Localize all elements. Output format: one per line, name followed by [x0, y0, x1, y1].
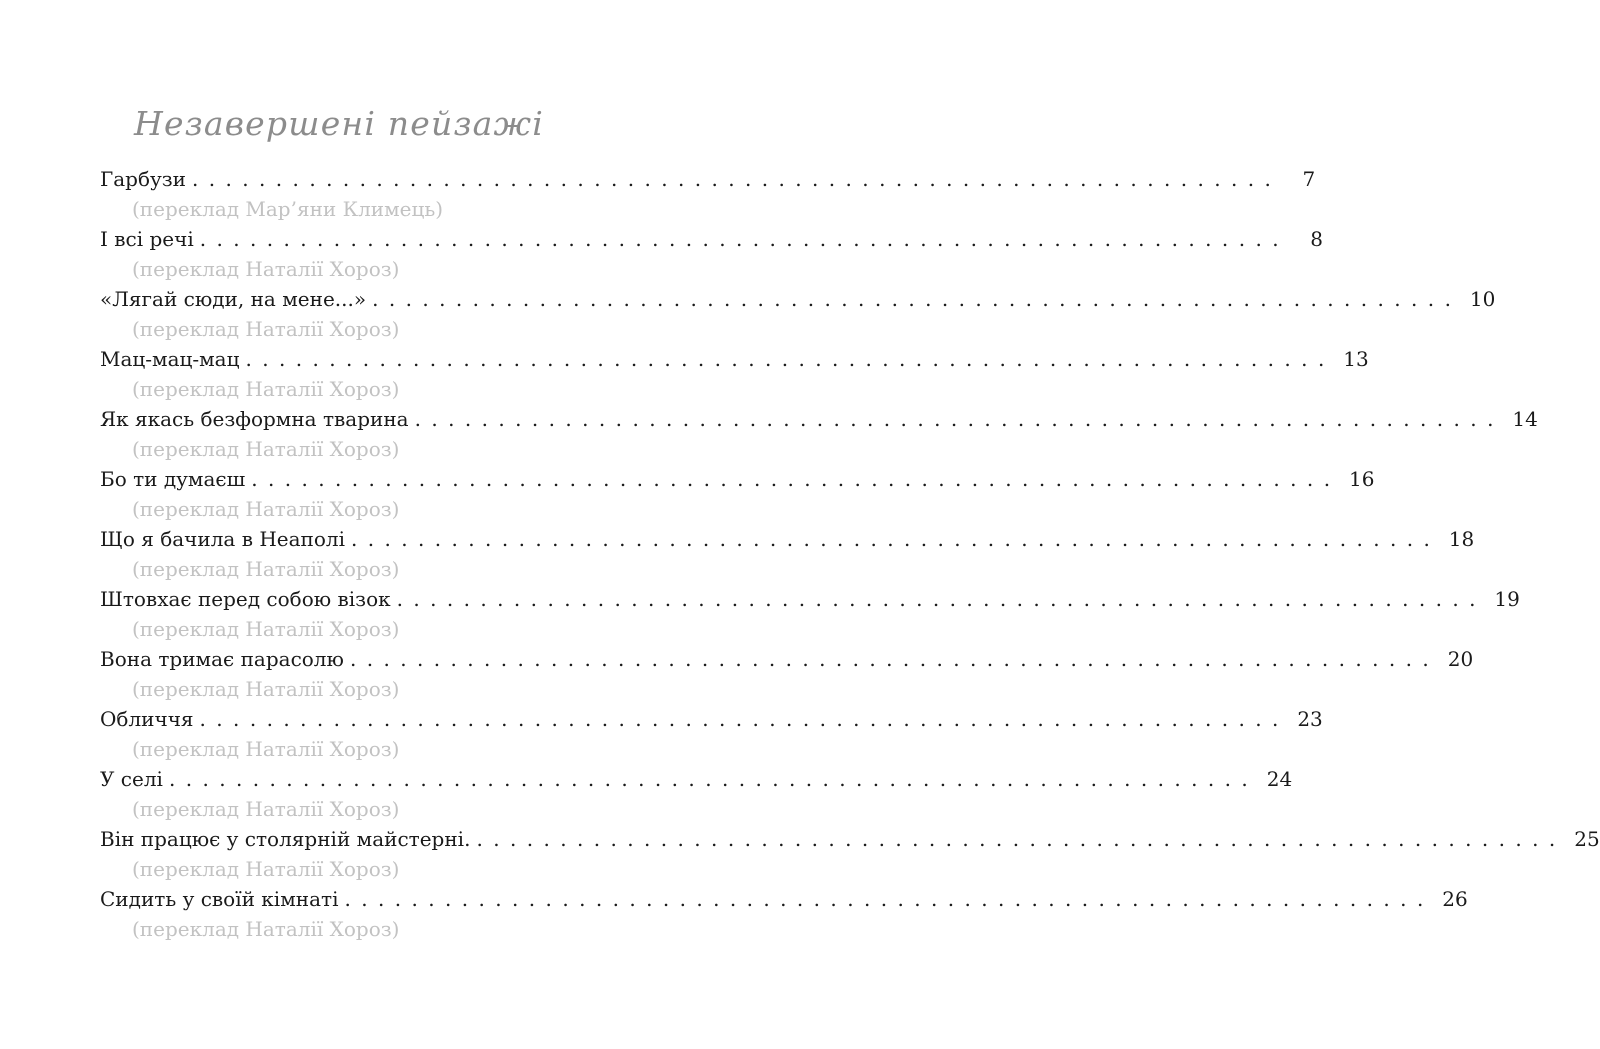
toc-translator-credit: (переклад Наталії Хороз) [132, 677, 400, 701]
toc-line [100, 284, 1496, 314]
toc-entry [100, 584, 1520, 644]
toc-page-number: 23 [1297, 707, 1323, 731]
toc-entry-title: Сидить у своїй кімнаті [100, 884, 344, 914]
toc-line [100, 524, 1475, 554]
toc-page-number: 20 [1447, 647, 1474, 671]
dot-leader: ................................................................. [372, 287, 1462, 311]
toc-translator-credit: (переклад Наталії Хороз) [132, 797, 400, 821]
toc-entry-title: Бо ти думаєш [100, 464, 251, 494]
toc-translator-credit: (переклад Наталії Хороз) [132, 437, 400, 461]
toc-page-number: 25 [1574, 827, 1600, 851]
toc-page-number: 13 [1343, 347, 1369, 371]
toc-translator-credit: (переклад Наталії Хороз) [132, 557, 400, 581]
toc-page-number: 8 [1310, 227, 1323, 251]
toc-entry-title: І всі речі [100, 224, 200, 254]
toc-line [100, 224, 1323, 254]
toc-entry [100, 644, 1474, 704]
dot-leader: ................................................................. [476, 827, 1566, 851]
toc-page-number: 16 [1349, 467, 1375, 491]
toc-line [100, 884, 1468, 914]
toc-line [100, 704, 1323, 734]
toc-line [100, 764, 1293, 794]
toc-line [100, 404, 1538, 434]
toc-entry-title: Він працює у столярній майстерні. [100, 824, 476, 854]
toc-entry-title: Що я бачила в Неаполі [100, 524, 351, 554]
toc-translator-credit: (переклад Наталії Хороз) [132, 917, 400, 941]
table-of-contents [100, 164, 1600, 944]
toc-line [100, 164, 1316, 194]
toc-entry [100, 764, 1293, 824]
toc-page-number: 19 [1494, 587, 1520, 611]
toc-entry [100, 524, 1475, 584]
toc-entry-title: Гарбузи [100, 164, 192, 194]
toc-entry-title: Обличчя [100, 704, 200, 734]
dot-leader: ................................................................. [251, 467, 1341, 491]
toc-page-number: 24 [1266, 767, 1293, 791]
toc-translator-credit: (переклад Наталії Хороз) [132, 317, 400, 341]
toc-entry [100, 884, 1468, 944]
toc-entry [100, 704, 1323, 764]
dot-leader: ................................................................. [192, 167, 1282, 191]
toc-entry [100, 284, 1496, 344]
toc-translator-credit: (переклад Наталії Хороз) [132, 617, 400, 641]
toc-line [100, 644, 1474, 674]
dot-leader: ................................................................. [351, 527, 1441, 551]
toc-translator-credit: (переклад Мар’яни Климець) [132, 197, 444, 221]
toc-page-number: 7 [1302, 167, 1316, 191]
toc-translator-credit: (переклад Наталії Хороз) [132, 497, 400, 521]
section-title: Незавершені пейзажі [134, 104, 544, 143]
dot-leader: ................................................................. [245, 347, 1335, 371]
toc-line [100, 824, 1600, 854]
toc-line [100, 464, 1375, 494]
toc-translator-credit: (переклад Наталії Хороз) [132, 257, 400, 281]
toc-entry-title: Мац-мац-мац [100, 344, 245, 374]
toc-entry [100, 344, 1369, 404]
toc-page-number: 10 [1469, 287, 1496, 311]
toc-entry-title: «Лягай сюди, на мене...» [100, 284, 372, 314]
dot-leader: ................................................................. [199, 707, 1289, 731]
toc-translator-credit: (переклад Наталії Хороз) [132, 857, 400, 881]
toc-page-number: 14 [1512, 407, 1538, 431]
dot-leader: ................................................................. [396, 587, 1486, 611]
toc-entry [100, 224, 1323, 284]
toc-entry-title: Як якась безформна тварина [100, 404, 415, 434]
dot-leader: ................................................................. [168, 767, 1259, 791]
dot-leader: ................................................................. [349, 647, 1440, 671]
toc-entry-title: Штовхає перед собою візок [100, 584, 397, 614]
toc-entry [100, 464, 1375, 524]
toc-translator-credit: (переклад Наталії Хороз) [132, 737, 400, 761]
dot-leader: ................................................................. [414, 407, 1504, 431]
toc-entry-title: Вона тримає парасолю [100, 644, 350, 674]
toc-entry [100, 164, 1316, 224]
toc-page-number: 18 [1448, 527, 1475, 551]
toc-translator-credit: (переклад Наталії Хороз) [132, 377, 400, 401]
toc-entry [100, 824, 1600, 884]
dot-leader: ................................................................. [199, 227, 1289, 251]
toc-entry-title: У селі [100, 764, 169, 794]
toc-line [100, 344, 1369, 374]
toc-page-number: 26 [1442, 887, 1468, 911]
toc-line [100, 584, 1520, 614]
dot-leader: ................................................................. [344, 887, 1434, 911]
toc-entry [100, 404, 1538, 464]
